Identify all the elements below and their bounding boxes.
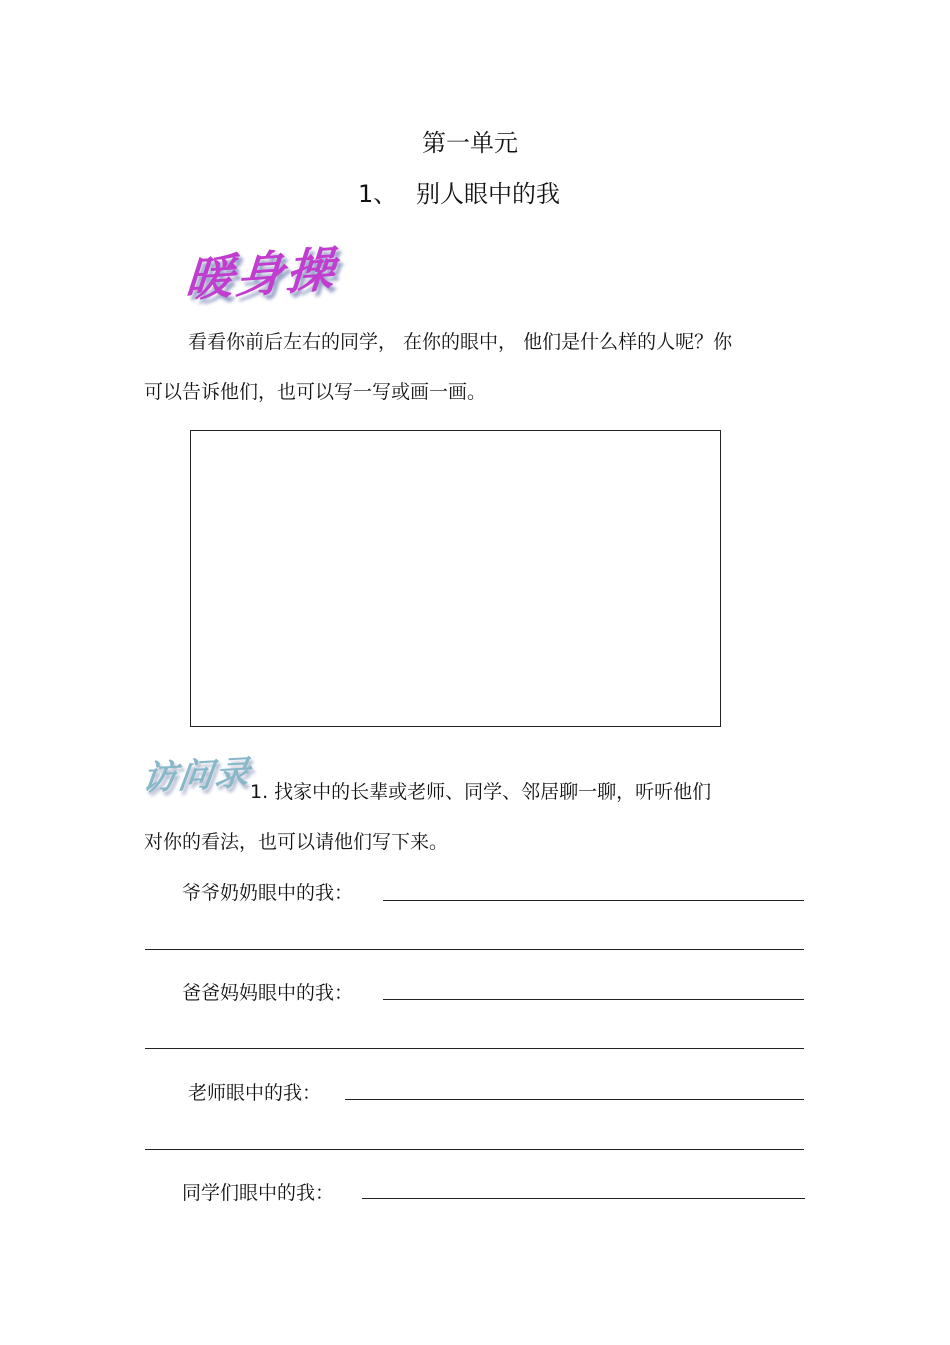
interview-question-line2: 对你的看法，也可以请他们写下来。	[144, 831, 449, 853]
lesson-title-text: 别人眼中的我	[416, 180, 560, 208]
prompt-classmates: 同学们眼中的我：	[182, 1182, 335, 1204]
prompt-teacher: 老师眼中的我：	[188, 1082, 322, 1104]
answer-line[interactable]	[145, 1048, 804, 1049]
unit-title: 第一单元	[422, 129, 518, 157]
lesson-number: 1、	[358, 180, 398, 208]
answer-line[interactable]	[345, 1099, 804, 1100]
answer-line[interactable]	[383, 999, 804, 1000]
interview-question-line1: 1. 找家中的长辈或老师、同学、邻居聊一聊，听听他们	[250, 781, 712, 803]
answer-line[interactable]	[145, 949, 804, 950]
interview-banner: 访问录	[139, 753, 254, 799]
answer-line[interactable]	[362, 1198, 805, 1199]
prompt-grandparents: 爷爷奶奶眼中的我：	[182, 882, 354, 904]
answer-line[interactable]	[383, 900, 804, 901]
prompt-parents: 爸爸妈妈眼中的我：	[182, 982, 354, 1004]
answer-line[interactable]	[145, 1149, 804, 1150]
warmup-paragraph-line1: 看看你前后左右的同学， 在你的眼中， 他们是什么样的人呢？你	[188, 331, 733, 353]
drawing-box[interactable]	[190, 430, 721, 727]
warmup-paragraph-line2: 可以告诉他们，也可以写一写或画一画。	[144, 381, 487, 403]
warmup-banner: 暖身操	[183, 241, 339, 309]
lesson-title	[358, 174, 560, 209]
